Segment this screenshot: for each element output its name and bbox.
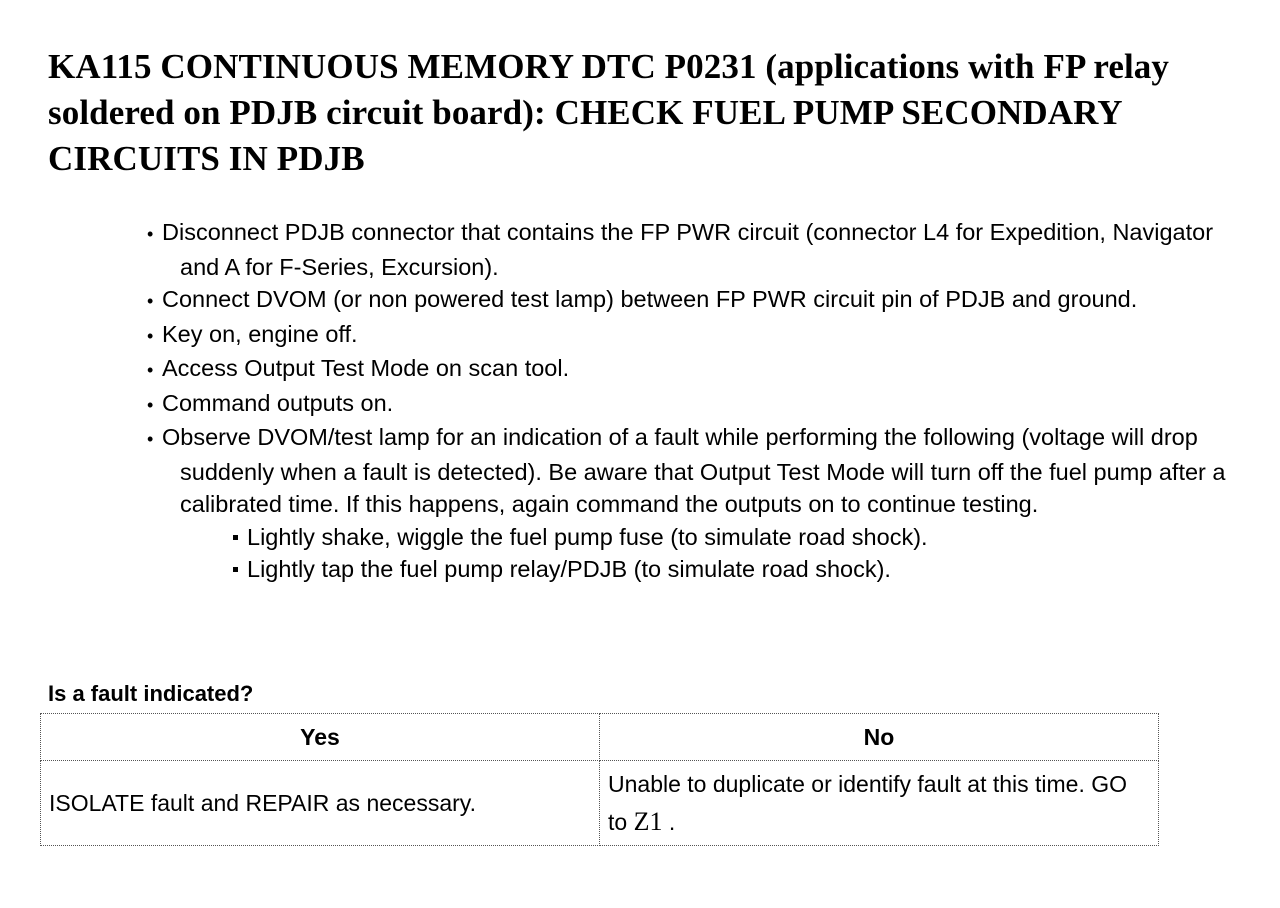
bullet-icon: • [147,224,154,244]
question-label: Is a fault indicated? [48,681,254,706]
decision-table [40,713,1159,846]
bullet-icon: • [147,291,154,311]
list-item [0,318,1240,353]
sub-list-item [233,553,1240,586]
page-title: KA115 CONTINUOUS MEMORY DTC P0231 (applications with FP relay soldered on PDJB circuit board): CHECK FUEL PUMP SECONDARY CIRCUITS IN PDJB [48,47,1170,178]
table-header-row [41,714,1159,761]
table-row [41,761,1159,846]
yes-action-cell: ISOLATE fault and REPAIR as necessary. [41,761,600,846]
substep-text: Lightly tap the fuel pump relay/PDJB (to simulate road shock). [247,556,891,582]
header-no: No [600,714,1159,761]
bullet-icon: • [147,394,154,415]
bullet-icon: • [147,429,154,449]
no-action-cell [600,761,1159,846]
step-text: Disconnect PDJB connector that contains the FP PWR circuit (connector L4 for Expedition, Navigator and A for F-Series, Excursion). [162,219,1214,280]
list-item [0,421,1240,586]
bullet-icon: • [147,325,154,346]
sub-list-item [233,521,1240,554]
list-item [0,352,1240,387]
no-action-suffix: . [662,809,676,835]
sub-steps [180,521,1240,586]
list-item [0,387,1240,422]
substep-text: Lightly shake, wiggle the fuel pump fuse (to simulate road shock). [247,523,928,550]
header-yes: Yes [41,714,600,761]
step-text: Key on, engine off. [162,320,358,347]
goto-z1-link[interactable]: Z1 [633,807,663,836]
procedure-steps [0,216,1280,586]
step-text: Connect DVOM (or non powered test lamp) between FP PWR circuit pin of PDJB and ground. [162,286,1138,312]
no-action-text: Unable to duplicate or identify fault at this time. GO to [608,771,1128,835]
square-bullet-icon [233,567,238,572]
square-bullet-icon [233,535,238,540]
list-item [0,216,1240,283]
step-text: Observe DVOM/test lamp for an indication of a fault while performing the following (voltage will drop suddenly when a fault is detected). Be aware that Output Test Mode will turn off the fuel pump after a calibrated time. If this happens, again command the outputs on to continue testing. [162,424,1226,517]
bullet-icon: • [147,360,154,380]
step-text: Command outputs on. [162,389,394,416]
step-text: Access Output Test Mode on scan tool. [162,355,570,381]
list-item [0,283,1240,318]
